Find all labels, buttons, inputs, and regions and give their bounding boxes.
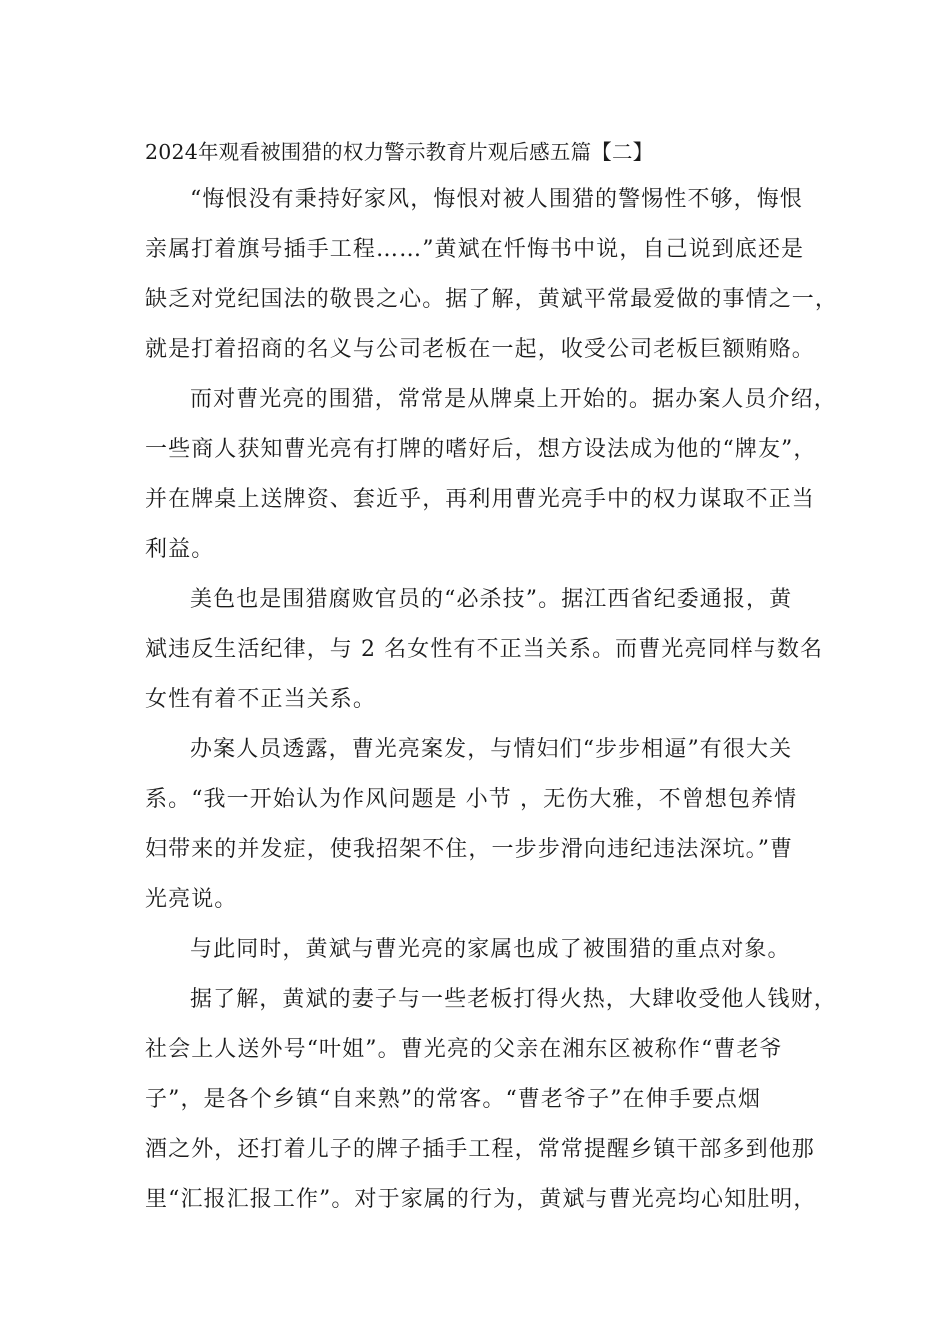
- paragraph-line: 里“汇报汇报工作”。对于家属的行为，黄斌与曹光亮均心知肚明，: [145, 1187, 817, 1212]
- paragraph-line: 利益。: [145, 537, 215, 562]
- paragraph-line: 妇带来的并发症，使我招架不住，一步步滑向违纪违法深坑。”曹: [145, 837, 794, 862]
- paragraph-line: “悔恨没有秉持好家风，悔恨对被人围猎的警惕性不够，悔恨: [190, 187, 803, 212]
- document-title: 2024年观看被围猎的权力警示教育片观后感五篇【二】: [145, 140, 654, 164]
- paragraph-line: 女性有着不正当关系。: [145, 687, 377, 712]
- paragraph-line: 光亮说。: [145, 887, 238, 912]
- paragraph-line: 办案人员透露，曹光亮案发，与情妇们“步步相逼”有很大关: [190, 737, 793, 762]
- paragraph-line: 并在牌桌上送牌资、套近乎，再利用曹光亮手中的权力谋取不正当: [145, 487, 815, 512]
- paragraph-line: 就是打着招商的名义与公司老板在一起，收受公司老板巨额贿赂。: [145, 337, 815, 362]
- paragraph-line: 与此同时，黄斌与曹光亮的家属也成了被围猎的重点对象。: [190, 937, 791, 962]
- paragraph-line: 酒之外，还打着儿子的牌子插手工程，常常提醒乡镇干部多到他那: [145, 1137, 815, 1162]
- paragraph-line: 一些商人获知曹光亮有打牌的嗜好后，想方设法成为他的“牌友”，: [145, 437, 817, 462]
- paragraph-line: 亲属打着旗号插手工程……”黄斌在忏悔书中说，自己说到底还是: [145, 237, 805, 262]
- paragraph-line: 子”，是各个乡镇“自来熟”的常客。“曹老爷子”在伸手要点烟: [145, 1087, 762, 1112]
- paragraph-line: 美色也是围猎腐败官员的“必杀技”。据江西省纪委通报，黄: [190, 587, 793, 612]
- paragraph-line: 斌违反生活纪律，与 2 名女性有不正当关系。而曹光亮同样与数名: [145, 637, 824, 662]
- paragraph-line: 而对曹光亮的围猎，常常是从牌桌上开始的。据办案人员介绍，: [190, 387, 837, 412]
- paragraph-line: 据了解，黄斌的妻子与一些老板打得火热，大肆收受他人钱财，: [190, 987, 837, 1012]
- paragraph-line: 系。“我一开始认为作风问题是 小节 ，无伤大雅，不曾想包养情: [145, 787, 798, 812]
- paragraph-line: 社会上人送外号“叶姐”。曹光亮的父亲在湘东区被称作“曹老爷: [145, 1037, 783, 1062]
- paragraph-line: 缺乏对党纪国法的敬畏之心。据了解，黄斌平常最爱做的事情之一，: [145, 287, 839, 312]
